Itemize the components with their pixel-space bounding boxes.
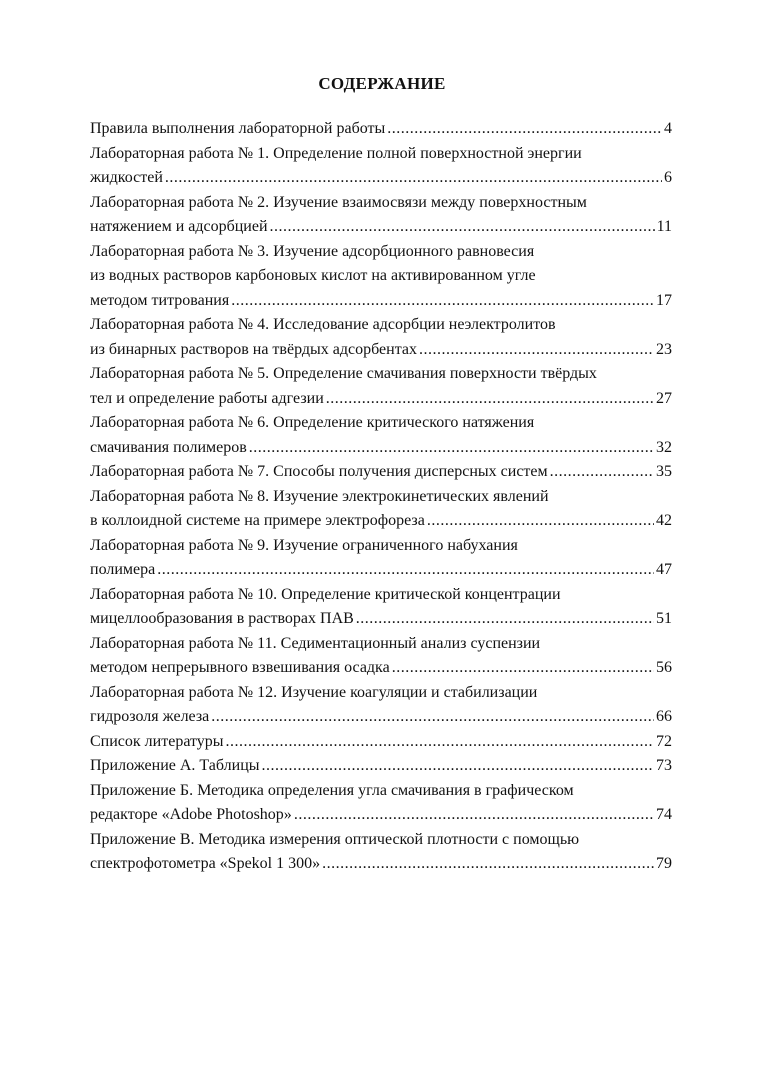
toc-entry-last-line xyxy=(90,338,672,363)
dot-leader xyxy=(294,803,654,828)
toc-page-number: 17 xyxy=(656,291,672,309)
toc-page-number: 79 xyxy=(656,855,672,872)
toc-entry[interactable] xyxy=(90,681,672,730)
toc-entry[interactable] xyxy=(90,534,672,583)
toc-page-number: 23 xyxy=(656,340,672,358)
toc-entry-text: Лабораторная работа № 3. Изучение адсорбционного равновесия xyxy=(90,242,535,260)
toc-entry-text: из бинарных растворов на твёрдых адсорбентах xyxy=(90,340,417,358)
toc-entry-text: Лабораторная работа № 5. Определение смачивания поверхности твёрдых xyxy=(90,365,597,382)
toc-entry-last-line xyxy=(90,117,672,142)
toc-entry-text: тел и определение работы адгезии xyxy=(90,389,324,407)
toc-entry[interactable] xyxy=(90,779,672,828)
toc-entry-text: Лабораторная работа № 9. Изучение ограниченного набухания xyxy=(90,536,518,554)
toc-entry-text: полимера xyxy=(90,561,156,578)
toc-entry[interactable] xyxy=(90,460,672,485)
toc-entry-text: методом непрерывного взвешивания осадка xyxy=(90,659,390,676)
dot-leader xyxy=(270,215,655,240)
toc-page-number: 27 xyxy=(656,389,672,407)
toc-entry-text: Лабораторная работа № 7. Способы получения дисперсных систем xyxy=(90,463,548,480)
dot-leader xyxy=(427,509,654,534)
toc-entry-text: смачивания полимеров xyxy=(90,438,247,456)
toc-entry-last-line xyxy=(90,852,672,877)
toc-entry-last-line xyxy=(90,705,672,730)
toc-entry-text: в коллоидной системе на примере электрофореза xyxy=(90,512,425,529)
toc-page-number: 11 xyxy=(656,218,672,235)
toc-page-number: 42 xyxy=(656,512,672,529)
toc-entry[interactable] xyxy=(90,362,672,411)
toc-entry-text: Лабораторная работа № 4. Исследование адсорбции неэлектролитов xyxy=(90,316,556,333)
toc-entry-last-line xyxy=(90,656,672,681)
toc-entry-text: Список литературы xyxy=(90,732,224,750)
toc-entry-last-line xyxy=(90,166,672,191)
toc-entry-text: Приложение Б. Методика определения угла смачивания в графическом xyxy=(90,781,574,799)
toc-entry-last-line xyxy=(90,730,672,755)
dot-leader xyxy=(262,754,654,779)
toc-entry[interactable] xyxy=(90,730,672,755)
dot-leader xyxy=(322,852,654,877)
toc-entry-text: методом титрования xyxy=(90,291,230,309)
toc-entry[interactable] xyxy=(90,191,672,240)
dot-leader xyxy=(165,166,662,191)
toc-entry-text: Лабораторная работа № 10. Определение критической концентрации xyxy=(90,585,561,603)
toc-entry-text: спектрофотометра «Spekol 1 300» xyxy=(90,855,321,872)
dot-leader xyxy=(550,460,654,485)
toc-entry-text: Правила выполнения лабораторной работы xyxy=(90,120,386,137)
toc-entry[interactable] xyxy=(90,117,672,142)
toc-entry-last-line xyxy=(90,215,672,240)
toc-entry-text: Лабораторная работа № 12. Изучение коагуляции и стабилизации xyxy=(90,683,538,701)
toc-entry-text: Лабораторная работа № 6. Определение критического натяжения xyxy=(90,414,535,431)
dot-leader xyxy=(211,705,654,730)
toc-entry-text: из водных растворов карбоновых кислот на активированном угле xyxy=(90,267,536,284)
dot-leader xyxy=(157,558,654,583)
dot-leader xyxy=(326,387,654,412)
dot-leader xyxy=(419,338,654,363)
toc-page-number: 66 xyxy=(656,708,672,725)
dot-leader xyxy=(249,436,654,461)
toc-entry-last-line xyxy=(90,558,672,583)
page-title: СОДЕРЖАНИЕ xyxy=(318,74,446,93)
toc-entry-text: Приложение В. Методика измерения оптической плотности с помощью xyxy=(90,830,580,848)
dot-leader xyxy=(392,656,654,681)
toc-entry-text: Лабораторная работа № 1. Определение полной поверхностной энергии xyxy=(90,144,582,162)
toc-entry-last-line xyxy=(90,607,672,632)
toc-entry-text: гидрозоля железа xyxy=(90,708,210,725)
table-of-contents xyxy=(90,117,672,877)
toc-entry[interactable] xyxy=(90,142,672,191)
dot-leader xyxy=(231,289,654,314)
dot-leader xyxy=(387,117,662,142)
toc-entry[interactable] xyxy=(90,828,672,877)
toc-entry-text: Лабораторная работа № 8. Изучение электрокинетических явлений xyxy=(90,487,549,505)
toc-entry[interactable] xyxy=(90,240,672,314)
toc-entry-text: редакторе «Adobe Photoshop» xyxy=(90,806,292,823)
dot-leader xyxy=(356,607,654,632)
toc-entry-text: мицеллообразования в растворах ПАВ xyxy=(90,610,354,627)
toc-page-number: 47 xyxy=(656,561,672,578)
toc-page-number: 72 xyxy=(656,732,672,750)
toc-page-number: 32 xyxy=(656,438,672,456)
toc-page-number: 56 xyxy=(656,659,672,676)
toc-entry-text: Приложение А. Таблицы xyxy=(90,757,260,774)
toc-entry-last-line xyxy=(90,803,672,828)
toc-entry[interactable] xyxy=(90,313,672,362)
toc-entry-text: Лабораторная работа № 11. Седиментационный анализ суспензии xyxy=(90,634,541,652)
toc-entry-last-line xyxy=(90,460,672,485)
toc-page-number: 51 xyxy=(656,610,672,627)
toc-entry[interactable] xyxy=(90,754,672,779)
toc-page-number: 35 xyxy=(656,463,672,480)
toc-entry[interactable] xyxy=(90,485,672,534)
toc-page-number: 74 xyxy=(656,806,672,823)
toc-entry-last-line xyxy=(90,387,672,412)
toc-entry-last-line xyxy=(90,436,672,461)
toc-entry-text: жидкостей xyxy=(90,169,163,186)
toc-entry[interactable] xyxy=(90,411,672,460)
toc-entry-last-line xyxy=(90,754,672,779)
toc-entry[interactable] xyxy=(90,632,672,681)
toc-entry-last-line xyxy=(90,289,672,314)
toc-page-number: 6 xyxy=(664,169,672,186)
toc-entry[interactable] xyxy=(90,583,672,632)
toc-entry-text: Лабораторная работа № 2. Изучение взаимосвязи между поверхностным xyxy=(90,193,587,211)
dot-leader xyxy=(226,730,654,755)
toc-page-number: 4 xyxy=(664,120,672,137)
toc-entry-text: натяжением и адсорбцией xyxy=(90,218,268,235)
toc-page-number: 73 xyxy=(656,757,672,774)
toc-entry-last-line xyxy=(90,509,672,534)
